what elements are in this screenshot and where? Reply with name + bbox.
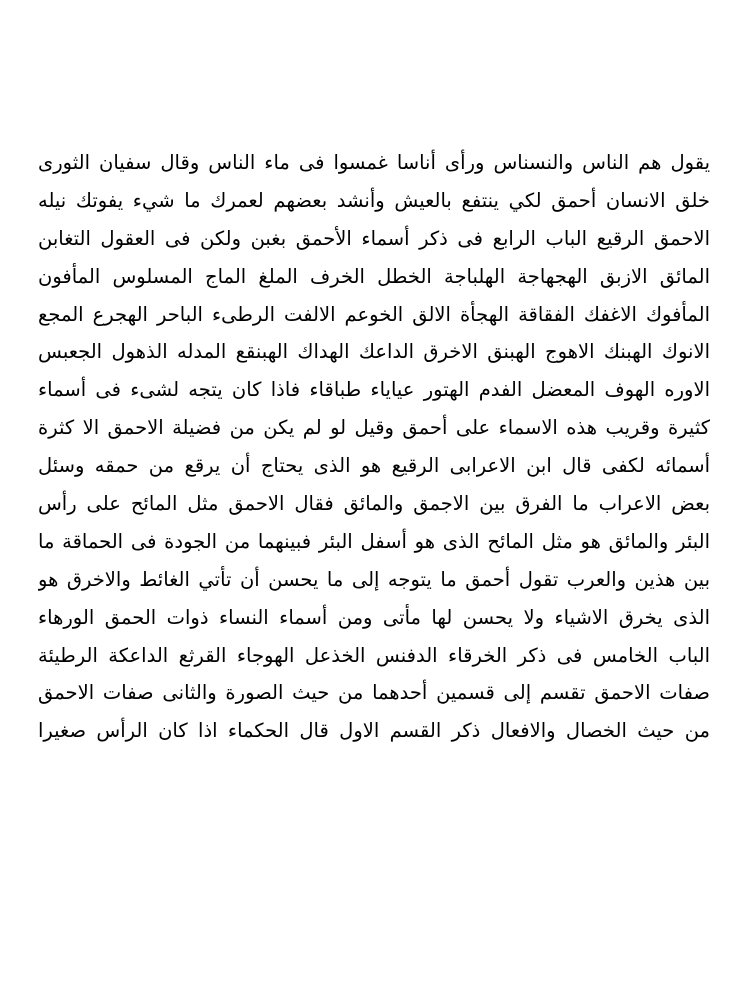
text-line-10: بعض الاعراب ما الفرق بين الاجمق والمائق فقال الاحمق مثل المائح على رأس — [38, 492, 710, 516]
text-line-7: الاوره الهوف المعضل الفدم الهتور عياياء طباقاء فاذا كان يتجه لشىء فى أسماء — [38, 378, 710, 402]
text-line-9: أسمائه لكفى قال ابن الاعرابى الرقيع هو الذى يحتاج أن يرقع من حمقه وسئل — [38, 454, 710, 478]
arabic-text-block — [38, 144, 710, 750]
text-line-2: خلق الانسان أحمق لكي ينتفع بالعيش وأنشد بعضهم لعمرك ما شيء يفوتك نيله — [38, 188, 710, 212]
text-line-8: كثيرة وقريب هذه الاسماء على أحمق وقيل لو لم يكن من فضيلة الاحمق الا كثرة — [38, 416, 710, 440]
text-line-14: الباب الخامس فى ذكر الخرقاء الدفنس الخذعل الهوجاء القرثع الداعكة الرطيئة — [38, 643, 710, 667]
text-line-12: بين هذين والعرب تقول أحمق ما يتوجه إلى ما يحسن أن تأتي الغائط والاخرق هو — [38, 567, 710, 591]
text-line-3: الاحمق الرقيع الباب الرابع فى ذكر أسماء الأحمق بغبن ولكن فى العقول التغابن — [38, 226, 710, 250]
text-line-11: البئر والمائق هو مثل المائح الذى هو أسفل البئر فبينهما من الجودة فى الحماقة ما — [38, 529, 710, 553]
text-line-5: المأفوك الاغفك الفقاقة الهجأة الالق الخوعم الالفت الرطىء الباحر الهجرع المجع — [38, 302, 710, 326]
text-line-4: المائق الازبق الهجهاجة الهلباجة الخطل الخرف الملغ الماج المسلوس المأفون — [38, 264, 710, 288]
text-line-16: من حيث الخصال والافعال ذكر القسم الاول قال الحكماء اذا كان الرأس صغيرا — [38, 719, 710, 743]
text-line-13: الذى يخرق الاشياء ولا يحسن لها مأتى ومن أسماء النساء ذوات الحمق الورهاء — [38, 605, 710, 629]
text-line-15: صفات الاحمق تقسم إلى قسمين أحدهما من حيث الصورة والثانى صفات الاحمق — [38, 681, 710, 705]
text-line-1: يقول هم الناس والنسناس ورأى أناسا غمسوا فى ماء الناس وقال سفيان الثورى — [38, 151, 710, 174]
text-line-6: الانوك الهبنك الاهوج الهبنق الاخرق الداعك الهداك الهبنقع المدله الذهول الجعبس — [38, 340, 710, 364]
